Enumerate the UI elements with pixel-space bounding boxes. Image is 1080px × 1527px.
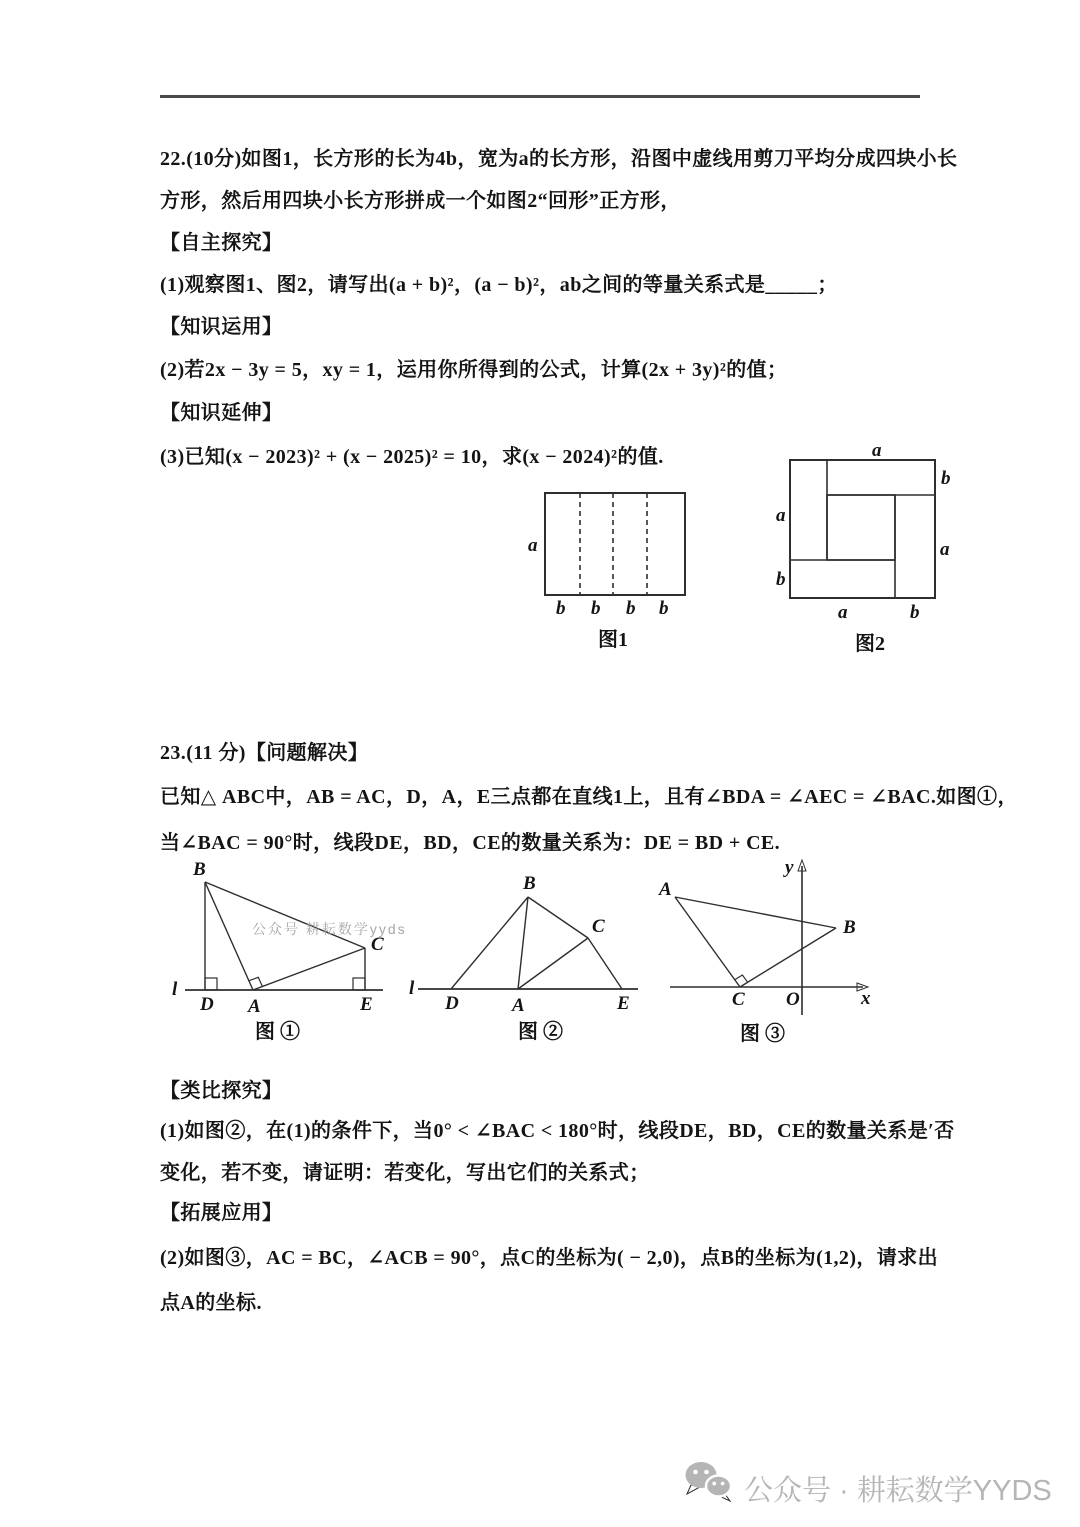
- figure-circle1-triangle-diagram: [160, 858, 415, 1053]
- q22-line-2: 方形，然后用四块小长方形拼成一个如图2“回形”正方形，: [160, 190, 681, 212]
- fig1-caption: 图1: [598, 629, 628, 651]
- figC-label-y: y: [785, 857, 794, 878]
- figB-label-B: B: [523, 873, 536, 894]
- fig1-label-b4: b: [659, 598, 669, 619]
- fig2-label-a-top: a: [872, 440, 882, 461]
- q23-line-1: 已知△ ABC中，AB = AC，D，A，E三点都在直线1上，且有∠BDA = ∠AEC = ∠BAC.如图①，: [160, 786, 1018, 808]
- wechat-icon: [683, 1460, 737, 1506]
- right-angle-mark-E: [353, 978, 365, 990]
- q23-part-1-line-1: (1)如图②，在(1)的条件下，当0° < ∠BAC < 180°时，线段DE，BD，CE的数量关系是′否: [160, 1120, 955, 1142]
- fig2-gray-center-square: [827, 495, 895, 560]
- fig1-label-b3: b: [626, 598, 636, 619]
- figA-label-C: C: [371, 934, 384, 955]
- q23-part-2-line-1: (2)如图③，AC = BC，∠ACB = 90°，点C的坐标为( − 2,0)，点B的坐标为(1,2)，请求出: [160, 1247, 938, 1269]
- watermark-text: 公众号 耕耘数学yyds: [252, 921, 407, 937]
- q23-part-1-line-2: 变化，若不变，请证明：若变化，写出它们的关系式；: [160, 1162, 650, 1184]
- q22-section-apply: 【知识运用】: [160, 316, 283, 338]
- figA-label-A: A: [248, 996, 261, 1017]
- figA-caption: 图 ①: [255, 1021, 300, 1043]
- figC-label-B: B: [843, 917, 856, 938]
- fig2-caption: 图2: [855, 633, 885, 655]
- q23-title: 23.(11 分)【问题解决】: [160, 742, 369, 764]
- fig2-label-a-right: a: [940, 539, 950, 560]
- figure-circle3-coordinate-diagram: [628, 848, 893, 1053]
- figA-label-E: E: [360, 994, 373, 1015]
- figB-label-D: D: [445, 993, 459, 1014]
- figB-label-C: C: [592, 916, 605, 937]
- q22-part-1: (1)观察图1、图2，请写出(a + b)²，(a − b)²，ab之间的等量关系式是_____；: [160, 274, 838, 296]
- q22-section-extend: 【知识延伸】: [160, 402, 283, 424]
- figure-1-rectangle-diagram: [520, 478, 710, 663]
- figure-2-pinwheel-square-diagram: [768, 438, 978, 663]
- q22-part-2: (2)若2x − 3y = 5，xy = 1，运用你所得到的公式，计算(2x + 3y)²的值；: [160, 359, 788, 381]
- fig2-label-b-top-right: b: [941, 468, 951, 489]
- figB-label-E: E: [617, 993, 630, 1014]
- q23-line-2: 当∠BAC = 90°时，线段DE，BD，CE的数量关系为：DE = BD + CE.: [160, 832, 781, 854]
- figC-label-O: O: [786, 989, 800, 1010]
- figB-label-A: A: [512, 995, 525, 1016]
- figC-caption: 图 ③: [740, 1023, 785, 1045]
- fig1-label-a: a: [528, 535, 538, 556]
- fig1-label-b2: b: [591, 598, 601, 619]
- figA-label-B: B: [193, 859, 206, 880]
- figA-label-l: l: [172, 979, 178, 1000]
- q22-part-3: (3)已知(x − 2023)² + (x − 2025)² = 10，求(x − 2024)²的值.: [160, 446, 664, 468]
- q23-section-analogy: 【类比探究】: [160, 1080, 283, 1102]
- figA-label-D: D: [200, 994, 214, 1015]
- right-angle-mark-D: [205, 978, 217, 990]
- q23-part-2-line-2: 点A的坐标.: [160, 1292, 262, 1314]
- figC-label-A: A: [659, 879, 672, 900]
- top-divider: [160, 95, 920, 98]
- q22-section-explore: 【自主探究】: [160, 232, 283, 254]
- q22-line-1: 22.(10分)如图1，长方形的长为4b，宽为a的长方形，沿图中虚线用剪刀平均分成四块小长: [160, 148, 958, 170]
- fig2-label-b-bottom: b: [910, 602, 920, 623]
- footer-brand-text: 公众号 · 耕耘数学YYDS: [744, 1475, 1052, 1507]
- fig2-label-a-left: a: [776, 505, 786, 526]
- figC-label-x: x: [861, 988, 871, 1009]
- figure-circle2-triangle-diagram: [408, 858, 648, 1053]
- fig1-label-b1: b: [556, 598, 566, 619]
- figB-label-l: l: [409, 978, 415, 999]
- q23-section-expand: 【拓展应用】: [160, 1202, 283, 1224]
- fig2-label-b-left: b: [776, 569, 786, 590]
- figB-caption: 图 ②: [518, 1021, 563, 1043]
- fig2-label-a-bottom: a: [838, 602, 848, 623]
- figC-label-C: C: [732, 989, 745, 1010]
